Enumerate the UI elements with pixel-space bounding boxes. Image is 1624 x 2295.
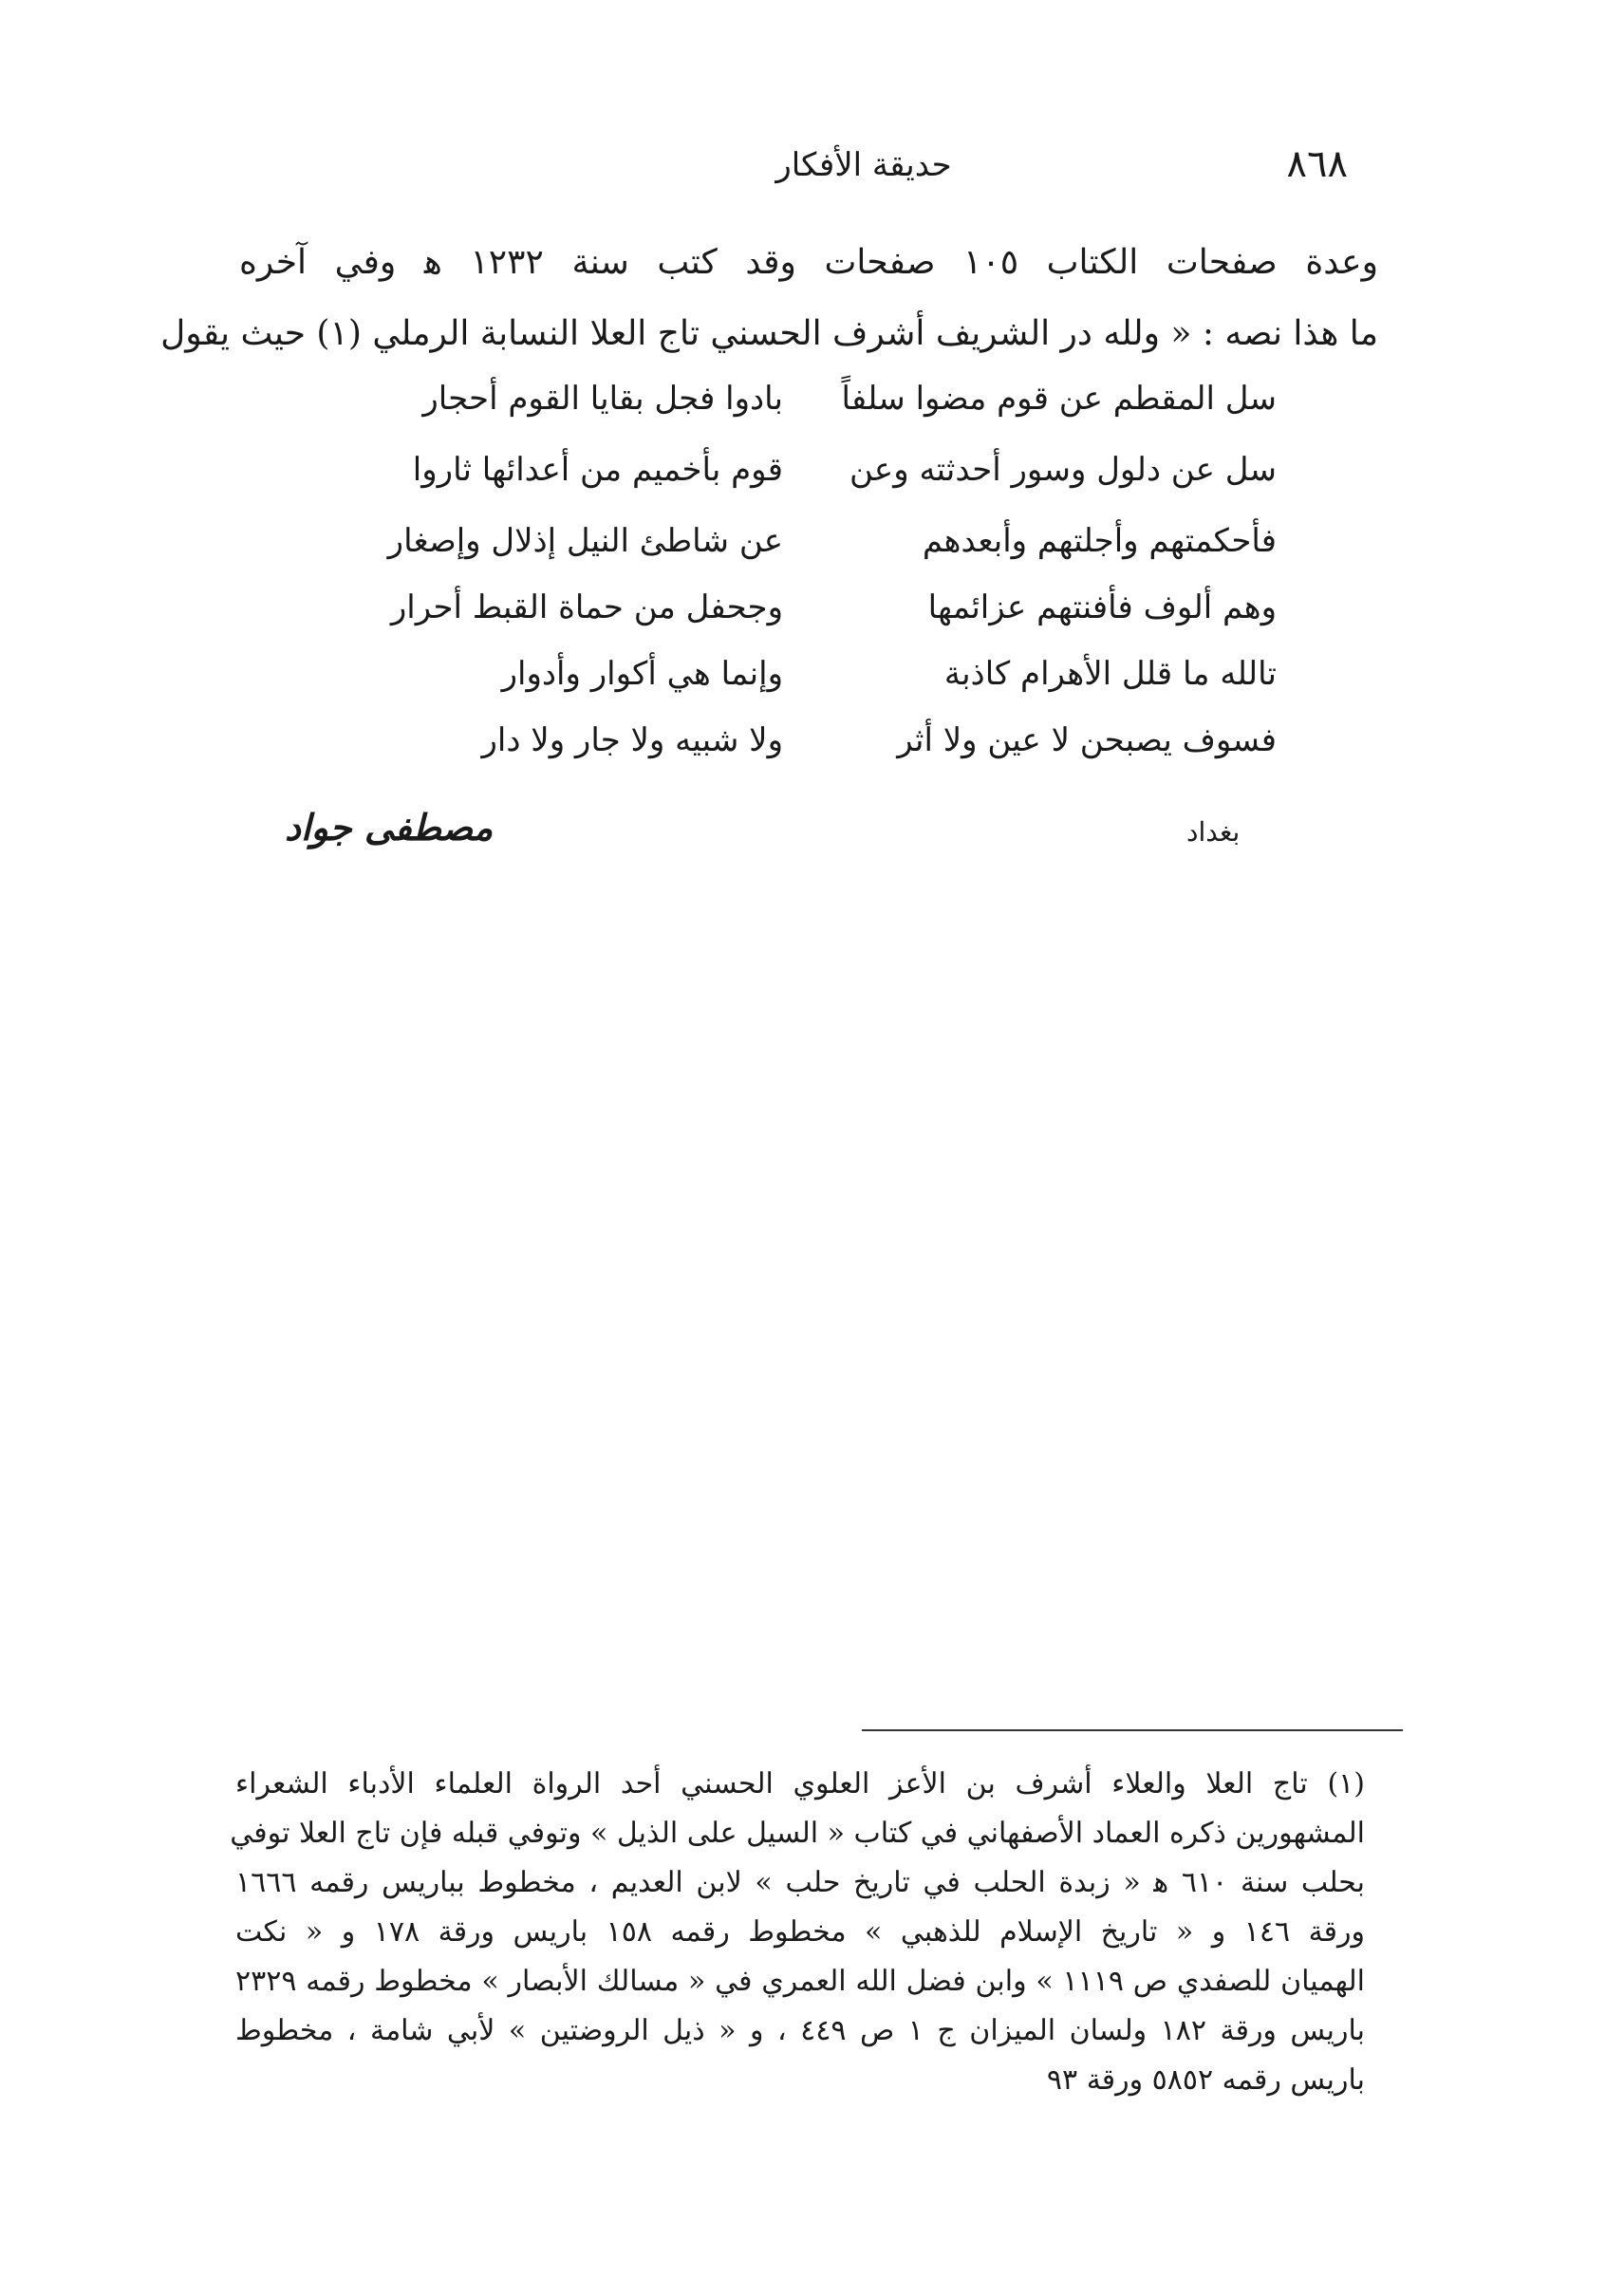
running-header [228,142,1348,209]
verse-second-hemistich: عن شاطئ النيل إذلال وإصغار [387,522,783,560]
prose-line: وعدة صفحات الكتاب ١٠٥ صفحات وقد كتب سنة ١٢٣٢ ﻫ وفي آخره [239,243,1378,282]
running-title: حديقة الأفكار [775,146,952,184]
verse-first-hemistich: فسوف يصبحن لا عين ولا أثر [897,721,1277,759]
verse-first-hemistich: سل المقطم عن قوم مضوا سلفاً [841,380,1277,418]
verse-second-hemistich: قوم بأخميم من أعدائها ثاروا [412,451,783,489]
footnote-line: (١) تاج العلا والعلاء أشرف بن الأعز العلوي الحسني أحد الرواة العلماء الأدباء الشعراء [235,1767,1365,1801]
footnote-line: بحلب سنة ٦١٠ ﻫ « زبدة الحلب في تاريخ حلب » لابن العديم ، مخطوط بباريس رقمه ١٦٦٦ [235,1866,1366,1899]
verse-first-hemistich: فأحكمتهم وأجلتهم وأبعدهم [922,522,1277,560]
verse-first-hemistich: وهم ألوف فأفنتهم عزائمها [927,588,1277,626]
verse-line [375,522,1277,579]
verse-first-hemistich: تالله ما قلل الأهرام كاذبة [943,655,1277,693]
verse-line [375,721,1277,778]
verse-second-hemistich: بادوا فجل بقايا القوم أحجار [422,380,783,418]
verse-line [375,451,1277,508]
place-name: بغداد [1186,816,1241,848]
verse-line [375,655,1277,712]
verse-line [375,588,1277,645]
footnote-line: باريس رقمه ٥٨٥٢ ورقة ٩٣ [1046,2063,1365,2097]
author-signature: مصطفى جواد [285,807,494,849]
prose-line: ما هذا نصه : « ولله در الشريف أشرف الحسني تاج العلا النسابة الرملي (١) حيث يقول [160,314,1378,353]
verse-second-hemistich: وإنما هي أكوار وأدوار [501,655,783,693]
footnote-divider [862,1729,1403,1731]
footnote-line: ورقة ١٤٦ و « تاريخ الإسلام للذهبي » مخطوط رقمه ١٥٨ باريس ورقة ١٧٨ و « نكت [235,1915,1365,1949]
verse-first-hemistich: سل عن دلول وسور أحدثته وعن [849,451,1277,489]
verse-second-hemistich: وجحفل من حماة القبط أحرار [390,588,783,626]
verse-second-hemistich: ولا شبيه ولا جار ولا دار [481,721,783,759]
page-number: ٨٦٨ [1286,142,1348,186]
footnote-line: المشهورين ذكره العماد الأصفهاني في كتاب « السيل على الذيل » وتوفي قبله فإن تاج العلا توفي [230,1817,1365,1850]
footnote-line: الهميان للصفدي ص ١١١٩ » وابن فضل الله العمري في « مسالك الأبصار » مخطوط رقمه ٢٣٢٩ [235,1965,1365,1998]
verse-line [375,380,1277,437]
footnote-line: باريس ورقة ١٨٢ ولسان الميزان ج ١ ص ٤٤٩ ، و « ذيل الروضتين » لأبي شامة ، مخطوط [235,2014,1366,2047]
